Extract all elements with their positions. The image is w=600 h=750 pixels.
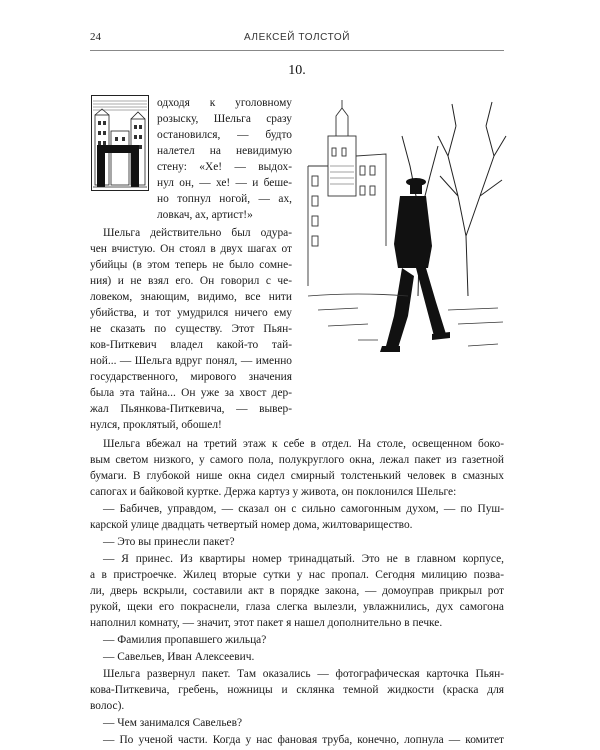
text-line: убийства, и тот умудрился ничего ему xyxy=(90,307,292,319)
text-line: кова-Питкевича, гребень, ножницы и склянка темной жидкости (краска для xyxy=(90,684,504,696)
text-line: а в пристроечке. Жилец вторые сутки у нас пропал. Сегодня милицию позва- xyxy=(90,569,504,581)
header-rule xyxy=(90,50,504,51)
text-line: чен вчистую. Он стоял в двух шагах от xyxy=(90,243,292,255)
text-line: наполнил комнату, — значит, этот пакет я нашел дополнительно в печке. xyxy=(90,617,443,629)
text-line: ков-Питкевич владел какой-то тай- xyxy=(90,339,292,351)
text-line: Шельга развернул пакет. Там оказались — фотографическая карточка Пьян- xyxy=(103,668,504,680)
text-line: — Я принес. Из квартиры номер тринадцатый. Это не в главном корпусе, xyxy=(103,553,504,565)
page-header xyxy=(90,31,504,45)
text-line: убийцы (в этом теперь не было сомне- xyxy=(90,259,292,271)
text-line: государственного, мирового значения xyxy=(90,371,292,383)
text-line: розыску, Шельга сразу xyxy=(157,113,292,125)
text-line: вым светом низкого, у самого пола, полукруглого окна, лежал пакет из газетной xyxy=(90,454,504,466)
street-illustration xyxy=(298,96,508,364)
text-line: остановился, — будто xyxy=(157,129,292,141)
text-line: бумаги. В глубокой нише окна сидел смирный толстенький человек в смазных xyxy=(90,470,504,482)
text-line: Шельга вбежал на третий этаж к себе в отдел. На столе, освещенном боко- xyxy=(103,438,504,450)
text-line: сапогах и байковой куртке. Держа картуз у живота, он поклонился Шельге: xyxy=(90,486,457,498)
text-line: — Савельев, Иван Алексеевич. xyxy=(103,651,255,663)
text-line: ния) и не взял его. Он говорил с че- xyxy=(90,275,292,287)
dropcap-illustration xyxy=(91,95,149,191)
text-line: — Это вы принесли пакет? xyxy=(103,536,235,548)
text-line: Шельга действительно был одурa- xyxy=(103,227,292,239)
chapter-number: 10. xyxy=(288,63,306,78)
text-line: — Чем занимался Савельев? xyxy=(103,717,243,729)
text-line: ловкач, ах, артист!» xyxy=(157,209,253,221)
text-line: карской улице двадцать четвертый номер дома, жилтоварищество. xyxy=(90,519,413,531)
text-line: волос). xyxy=(90,700,125,712)
text-line: рукой, щеки его покраснели, глаза слегка вылезли, увлажнились, дух самогона xyxy=(90,601,504,613)
text-line: но топнул ногой, — ах, xyxy=(157,193,292,205)
text-line: ной... — Шельга вдруг понял, — именно xyxy=(90,355,292,367)
text-line: нул он, — хе! — и бешe- xyxy=(157,177,292,189)
text-line: не сказать по существу. Этот Пьян- xyxy=(90,323,292,335)
text-line: была эта тайна... Он уже за хвост дер- xyxy=(90,387,292,399)
text-line: одходя к уголовному xyxy=(157,97,292,109)
text-line: ловеком, знающим, видимо, все нити xyxy=(90,291,292,303)
text-line: стену: «Хе! — выдох- xyxy=(157,161,292,173)
text-line: ли, дверь вскрыли, составили акт в порядке закона, — домоуправ прикрыл рот xyxy=(90,585,504,597)
running-head: АЛЕКСЕЙ ТОЛСТОЙ xyxy=(243,32,351,43)
text-line: — Фамилия пропавшего жильца? xyxy=(103,634,267,646)
text-line: — По ученой части. Когда у нас фановая труба, конечно, лопнула — комитет xyxy=(103,734,504,746)
text-line: жал Пьянкова-Питкевича, — вывер- xyxy=(90,403,292,415)
text-line: нулся, проклятый, обошел! xyxy=(90,419,222,431)
text-line: — Бабичев, управдом, — сказал он с сильно самогонным духом, — по Пуш- xyxy=(103,503,504,515)
text-line: налетел на невидимую xyxy=(157,145,292,157)
page-number: 24 xyxy=(90,31,101,43)
